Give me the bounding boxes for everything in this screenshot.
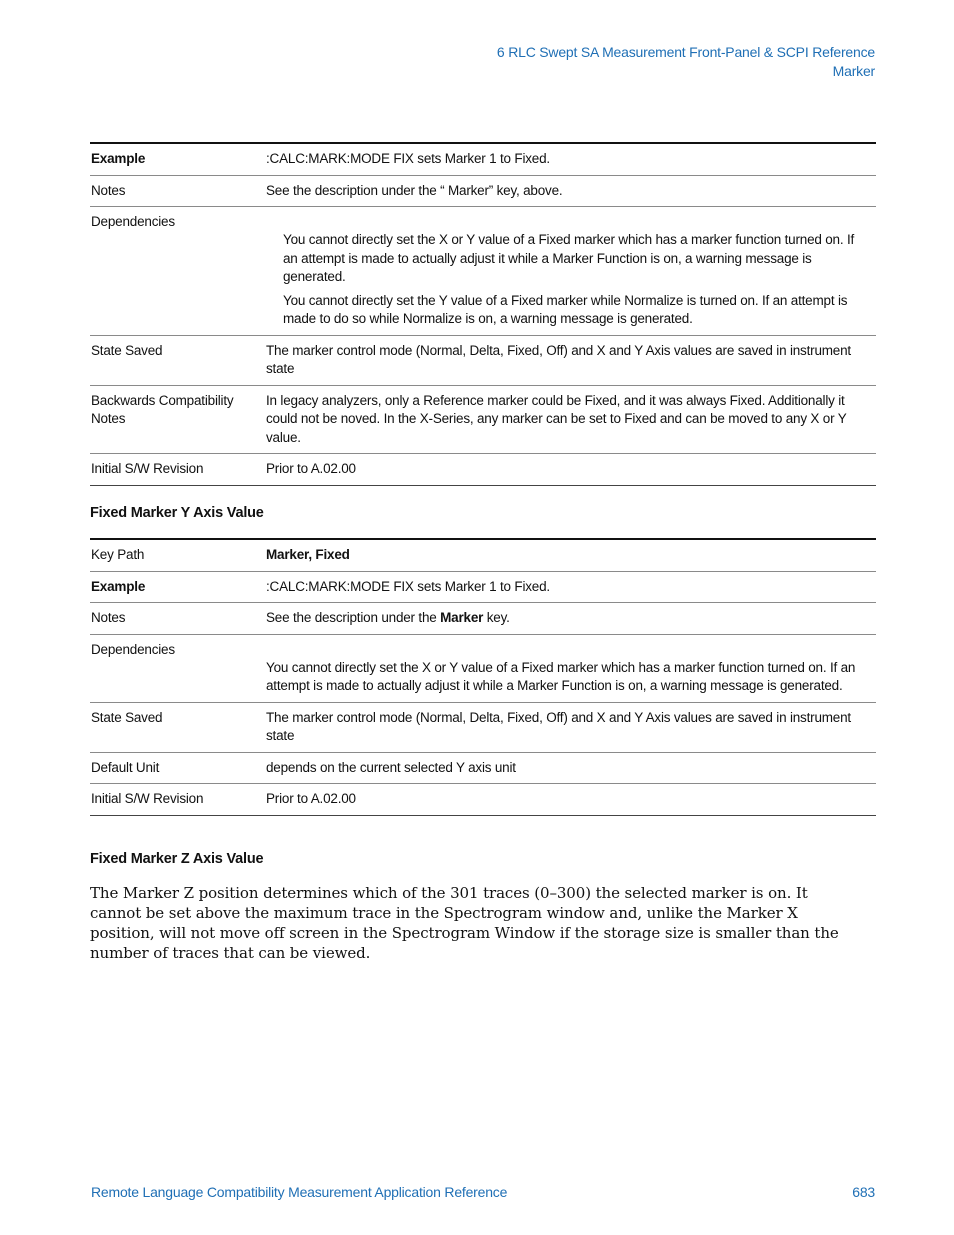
row-value-notes: See the description under the “ Marker” key, above. (265, 175, 876, 207)
row-value-notes (265, 603, 876, 635)
chapter-title: 6 RLC Swept SA Measurement Front-Panel & SCPI Reference (496, 44, 875, 60)
notes-suffix: key. (483, 610, 510, 625)
row-value-state-saved: The marker control mode (Normal, Delta, Fixed, Off) and X and Y Axis values are saved in instrument state (265, 335, 876, 385)
table-row (90, 335, 876, 385)
row-label-notes: Notes (90, 603, 265, 635)
row-label-key-path: Key Path (90, 539, 265, 571)
table-row (90, 634, 876, 702)
row-value-revision: Prior to A.02.00 (265, 784, 876, 816)
table-row (90, 454, 876, 486)
section-title: Marker (832, 63, 875, 79)
table-row (90, 571, 876, 603)
dependency-paragraph: You cannot directly set the X or Y value of a Fixed marker which has a marker function turned on. If an attempt is made to actually adjust it while a Marker Function is on, a warning message is generated. (266, 659, 856, 693)
row-value-default-unit: depends on the current selected Y axis unit (265, 752, 876, 784)
row-label-dependencies: Dependencies (90, 634, 265, 702)
dependency-paragraph: You cannot directly set the X or Y value of a Fixed marker which has a marker function turned on. If an attempt is made to actually adjust it while a Marker Function is on, a warning message is generated. (283, 232, 855, 284)
page-number: 683 (852, 1184, 875, 1200)
table-row (90, 175, 876, 207)
notes-prefix: See the description under the (266, 610, 441, 625)
row-value-dependencies (265, 634, 876, 702)
section-heading-y-axis: Fixed Marker Y Axis Value (90, 505, 264, 521)
row-label-example: Example (90, 143, 265, 175)
row-label-example: Example (90, 571, 265, 603)
row-value-revision: Prior to A.02.00 (265, 454, 876, 486)
row-label-revision: Initial S/W Revision (90, 454, 265, 486)
notes-key-name: Marker (440, 610, 484, 625)
dependency-paragraph: You cannot directly set the Y value of a Fixed marker while Normalize is turned on. If an attempt is made to do so while Normalize is on, a warning message is generated. (283, 292, 848, 326)
page-footer (91, 1183, 875, 1201)
row-value-key-path: Marker, Fixed (265, 539, 876, 571)
marker-fixed-table (90, 142, 876, 486)
body-paragraph: The Marker Z position determines which of the 301 traces (0–300) the selected marker is on. It cannot be set above the maximum trace in the Spectrogram window and, unlike the Marker X position, will not move off screen in the Spectrogram Window if the storage size is smaller than the number of traces that can be viewed. (90, 884, 839, 962)
table-row (90, 539, 876, 571)
table-row (90, 702, 876, 752)
row-value-backwards-compatibility: In legacy analyzers, only a Reference marker could be Fixed, and it was always Fixed. Additionally it could not be noved. In the X-Series, any marker can be set to Fixed and can be moved to any X or Y value. (265, 385, 876, 454)
table-row (90, 143, 876, 175)
table-row (90, 207, 876, 336)
running-header (497, 43, 875, 81)
footer-title: Remote Language Compatibility Measurement Application Reference (91, 1184, 508, 1200)
table-row (90, 784, 876, 816)
row-value-example: :CALC:MARK:MODE FIX sets Marker 1 to Fixed. (265, 571, 876, 603)
row-value-dependencies (265, 207, 876, 336)
row-label-backwards-compatibility: Backwards Compatibility Notes (90, 385, 265, 454)
table-row (90, 752, 876, 784)
fixed-marker-y-table (90, 538, 876, 816)
row-label-state-saved: State Saved (90, 335, 265, 385)
section-heading-z-axis: Fixed Marker Z Axis Value (90, 851, 264, 867)
row-label-state-saved: State Saved (90, 702, 265, 752)
row-label-notes: Notes (90, 175, 265, 207)
row-value-example: :CALC:MARK:MODE FIX sets Marker 1 to Fixed. (265, 143, 876, 175)
table-row (90, 385, 876, 454)
row-value-state-saved: The marker control mode (Normal, Delta, Fixed, Off) and X and Y Axis values are saved in instrument state (265, 702, 876, 752)
table-row (90, 603, 876, 635)
row-label-revision: Initial S/W Revision (90, 784, 265, 816)
row-label-default-unit: Default Unit (90, 752, 265, 784)
row-label-dependencies: Dependencies (90, 207, 265, 336)
